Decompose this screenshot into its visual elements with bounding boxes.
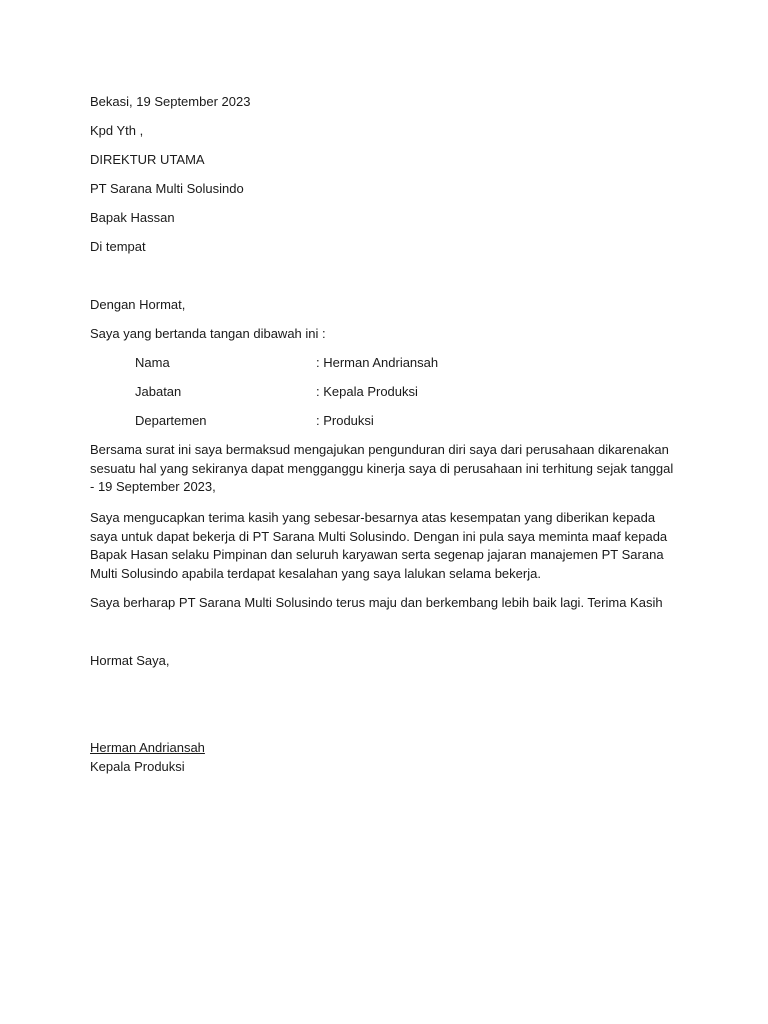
closing: Hormat Saya,: [90, 653, 170, 668]
detail-label: Jabatan: [135, 384, 182, 399]
recipient-position: DIREKTUR UTAMA: [90, 152, 205, 167]
body-paragraph-thanks: Saya mengucapkan terima kasih yang sebesar-besarnya atas kesempatan yang diberikan kepada saya untuk dapat bekerja di PT Sarana Multi Solusindo. Dengan ini pula saya meminta maaf kepada Bapak Hasan selaku Pimpinan dan seluruh karyawan serta segenap jajaran manajemen PT Sarana Multi Solusindo apabila terdapat kesalahan yang saya lalukan selama bekerja.: [90, 510, 668, 581]
intro-line: Saya yang bertanda tangan dibawah ini :: [90, 326, 326, 341]
recipient-name: Bapak Hassan: [90, 210, 175, 225]
recipient-place: Di tempat: [90, 239, 146, 254]
signer-title: Kepala Produksi: [90, 759, 185, 774]
detail-value: : Kepala Produksi: [316, 384, 418, 399]
signer-name: Herman Andriansah: [90, 740, 205, 755]
body-paragraph-resignation: Bersama surat ini saya bermaksud mengajukan pengunduran diri saya dari perusahaan dikarenakan sesuatu hal yang sekiranya dapat mengganggu kinerja saya di perusahaan ini terhitung sejak tanggal - 19 September 2023,: [90, 442, 674, 494]
recipient-salutation: Kpd Yth ,: [90, 123, 144, 138]
detail-value: : Herman Andriansah: [316, 355, 439, 370]
body-paragraph-hope: Saya berharap PT Sarana Multi Solusindo terus maju dan berkembang lebih baik lagi. Terima Kasih: [90, 595, 663, 610]
date-line: Bekasi, 19 September 2023: [90, 94, 251, 109]
detail-label: Nama: [135, 355, 170, 370]
detail-value: : Produksi: [316, 413, 374, 428]
recipient-company: PT Sarana Multi Solusindo: [90, 181, 244, 196]
greeting: Dengan Hormat,: [90, 297, 186, 312]
detail-label: Departemen: [135, 413, 207, 428]
